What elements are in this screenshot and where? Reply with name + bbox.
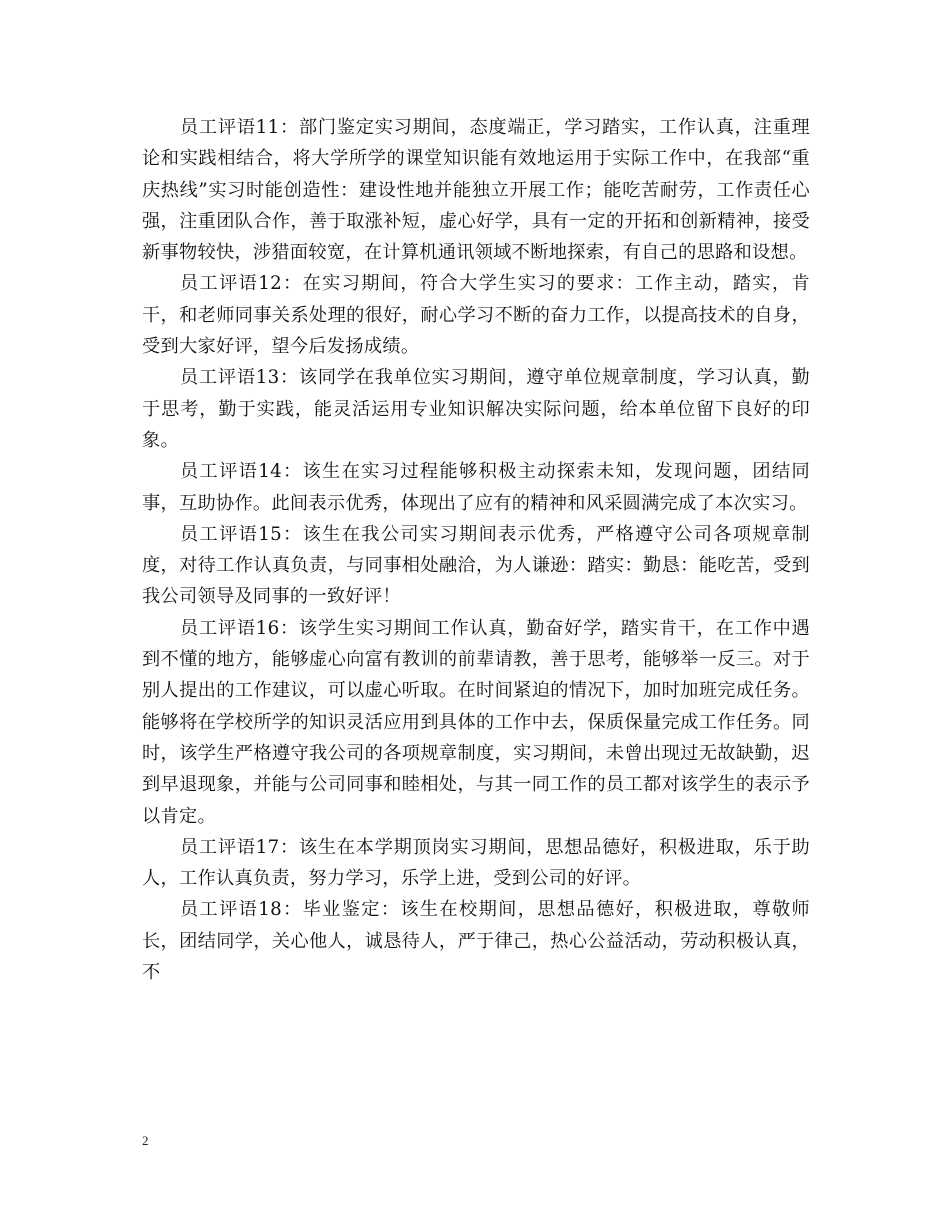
paragraph-comment-12: 员工评语12：在实习期间，符合大学生实习的要求：工作主动，踏实，肯干，和老师同事关系处理的很好，耐心学习不断的奋力工作，以提高技术的自身，受到大家好评，望今后发扬成绩。	[142, 273, 810, 358]
paragraph-comment-17: 员工评语17：该生在本学期顶岗实习期间，思想品德好，积极进取，乐于助人，工作认真负责，努力学习，乐学上进，受到公司的好评。	[142, 836, 810, 890]
page-number: 2	[142, 1133, 149, 1148]
paragraph-comment-14: 员工评语14：该生在实习过程能够积极主动探索未知，发现问题，团结同事，互助协作。此间表示优秀，体现出了应有的精神和风采圆满完成了本次实习。	[142, 461, 810, 514]
paragraph-comment-11: 员工评语11：部门鉴定实习期间，态度端正，学习踏实，工作认真，注重理论和实践相结合，将大学所学的课堂知识能有效地运用于实际工作中，在我部“重庆热线”实习时能创造性：建设性地并能独立开展工作；能吃苦耐劳，工作责任心强，注重团队合作，善于取涨补短，虚心好学，具有一定的开拓和创新精神，接受新事物较快，涉猎面较宽，在计算机通讯领域不断地探索，有自己的思路和设想。	[142, 117, 810, 264]
document-body	[142, 112, 810, 988]
paragraph-comment-15: 员工评语15：该生在我公司实习期间表示优秀，严格遵守公司各项规章制度，对待工作认真负责，与同事相处融洽，为人谦逊：踏实：勤恳：能吃苦，受到我公司领导及同事的一致好评！	[142, 523, 810, 608]
paragraph-comment-13: 员工评语13：该同学在我单位实习期间，遵守单位规章制度，学习认真，勤于思考，勤于实践，能灵活运用专业知识解决实际问题，给本单位留下良好的印象。	[142, 367, 810, 451]
paragraph-comment-16: 员工评语16：该学生实习期间工作认真，勤奋好学，踏实肯干，在工作中遇到不懂的地方，能够虚心向富有教训的前辈请教，善于思考，能够举一反三。对于别人提出的工作建议，可以虚心听取。在时间紧迫的情况下，加时加班完成任务。能够将在学校所学的知识灵活应用到具体的工作中去，保质保量完成工作任务。同时，该学生严格遵守我公司的各项规章制度，实习期间，未曾出现过无故缺勤，迟到早退现象，并能与公司同事和睦相处，与其一同工作的员工都对该学生的表示予以肯定。	[142, 617, 810, 827]
paragraph-comment-18: 员工评语18：毕业鉴定：该生在校期间，思想品德好，积极进取，尊敬师长，团结同学，关心他人，诚恳待人，严于律己，热心公益活动，劳动积极认真，不	[142, 899, 810, 984]
